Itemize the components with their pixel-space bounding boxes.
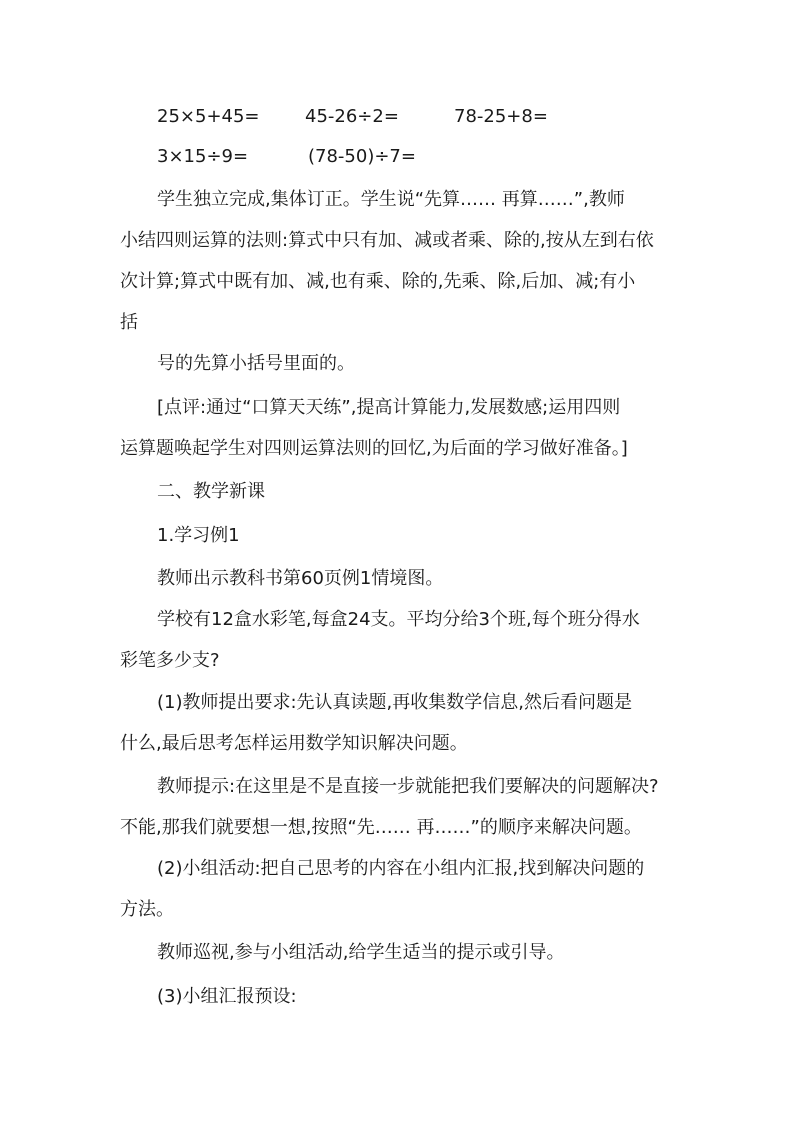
problem-line: 学校有12盒水彩笔,每盒24支。平均分给3个班,每个班分得水 xyxy=(157,609,640,630)
paragraph-line: 教师出示教科书第60页例1情境图。 xyxy=(157,568,444,589)
paragraph-line: (3)小组汇报预设: xyxy=(157,986,297,1007)
formula-4: 3×15÷9= xyxy=(157,146,249,167)
paragraph-line: 教师提示:在这里是不是直接一步就能把我们要解决的问题解决? xyxy=(157,776,659,797)
formula-1: 25×5+45= xyxy=(157,106,260,127)
comment-line: 运算题唤起学生对四则运算法则的回忆,为后面的学习做好准备。] xyxy=(120,438,628,459)
paragraph-line: 不能,那我们就要想一想,按照“先…… 再……”的顺序来解决问题。 xyxy=(120,817,642,838)
paragraph-line: 教师巡视,参与小组活动,给学生适当的提示或引导。 xyxy=(157,942,565,963)
formula-5: (78-50)÷7= xyxy=(308,146,416,167)
paragraph-line: 什么,最后思考怎样运用数学知识解决问题。 xyxy=(120,733,468,754)
formula-3: 78-25+8= xyxy=(454,106,548,127)
problem-line: 彩笔多少支? xyxy=(120,650,220,671)
section-heading: 二、教学新课 xyxy=(157,481,265,502)
paragraph-line: (2)小组活动:把自己思考的内容在小组内汇报,找到解决问题的 xyxy=(157,858,645,879)
paragraph-line: 括 xyxy=(120,312,138,333)
paragraph-line: 学生独立完成,集体订正。学生说“先算…… 再算……”,教师 xyxy=(157,189,625,210)
paragraph-line: 号的先算小括号里面的。 xyxy=(157,353,355,374)
paragraph-line: 方法。 xyxy=(120,899,174,920)
paragraph-line: 小结四则运算的法则:算式中只有加、减或者乘、除的,按从左到右依 xyxy=(120,230,654,251)
formula-2: 45-26÷2= xyxy=(305,106,399,127)
subsection-heading: 1.学习例1 xyxy=(157,525,240,546)
paragraph-line: (1)教师提出要求:先认真读题,再收集数学信息,然后看问题是 xyxy=(157,692,633,713)
paragraph-line: 次计算;算式中既有加、减,也有乘、除的,先乘、除,后加、减;有小 xyxy=(120,271,636,292)
comment-line: [点评:通过“口算天天练”,提高计算能力,发展数感;运用四则 xyxy=(157,397,621,418)
